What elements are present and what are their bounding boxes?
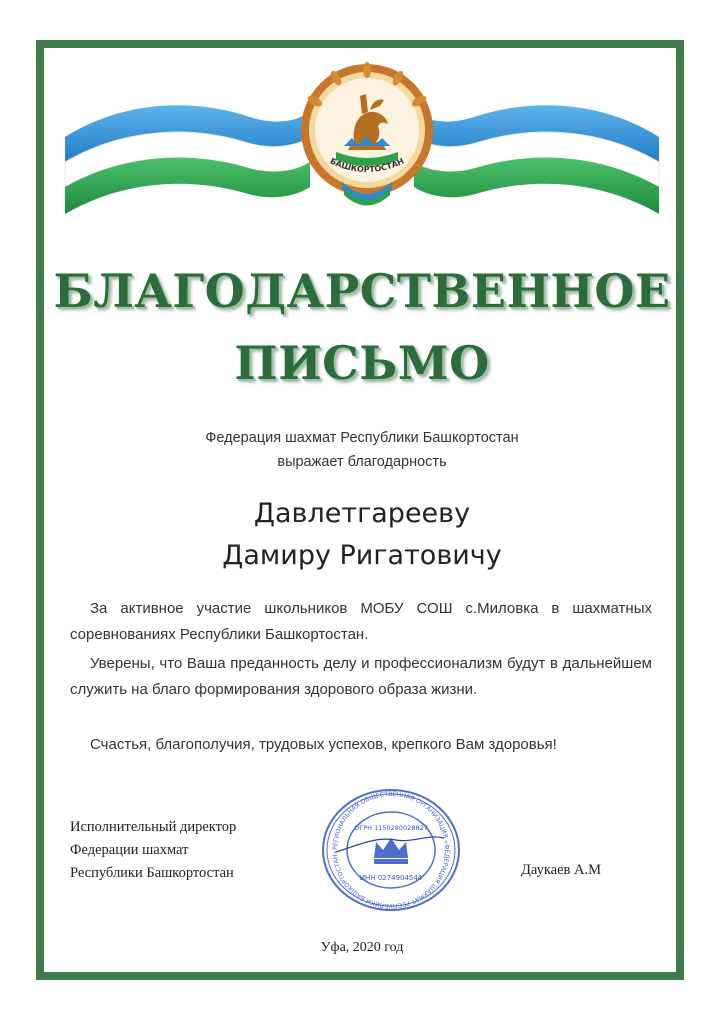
stamp-ring-text: РЕГИОНАЛЬНАЯ ОБЩЕСТВЕННАЯ ОРГАНИЗАЦИЯ «ФЕДЕРАЦИЯ ШАХМАТ РЕСПУБЛИКИ БАШКОРТОСТАН»	[331, 790, 451, 910]
issuer-line: Федерация шахмат Республики Башкортостан	[205, 430, 519, 446]
signer-line-2: Федерации шахмат	[70, 842, 189, 858]
stamp-inn: ИНН 0274904544	[359, 874, 423, 882]
signer-name: Даукаев А.М	[521, 862, 601, 878]
coat-of-arms-icon	[296, 56, 438, 216]
recipient-surname: Давлетгарееву	[253, 498, 471, 529]
place-and-year: Уфа, 2020 год	[320, 940, 404, 955]
svg-text:БАШКОРТОСТАН: БАШКОРТОСТАН	[328, 156, 406, 175]
gratitude-line: выражает благодарность	[277, 454, 447, 470]
recipient-name: Дамиру Ригатовичу	[222, 540, 502, 571]
page-title: БЛАГОДАРСТВЕННОЕ	[53, 264, 671, 318]
official-stamp-icon	[316, 786, 466, 914]
body-paragraph-3: Счастья, благополучия, трудовых успехов, крепкого Вам здоровья!	[90, 736, 557, 753]
stamp-ogrn: ОГРН 1150280028827	[354, 824, 428, 832]
body-paragraph-1: За активное участие школьников МОБУ СОШ с.Миловка в шахматных соревнованиях Республики Башкортостан.	[70, 600, 652, 643]
signer-line-1: Исполнительный директор	[70, 819, 237, 835]
signer-title	[70, 816, 236, 885]
page-title-line2: ПИСЬМО	[234, 336, 490, 390]
signer-line-3: Республики Башкортостан	[70, 865, 234, 881]
body-paragraph-2: Уверены, что Ваша преданность делу и профессионализм будут в дальнейшем служить на благо формирования здорового образа жизни.	[70, 655, 652, 698]
